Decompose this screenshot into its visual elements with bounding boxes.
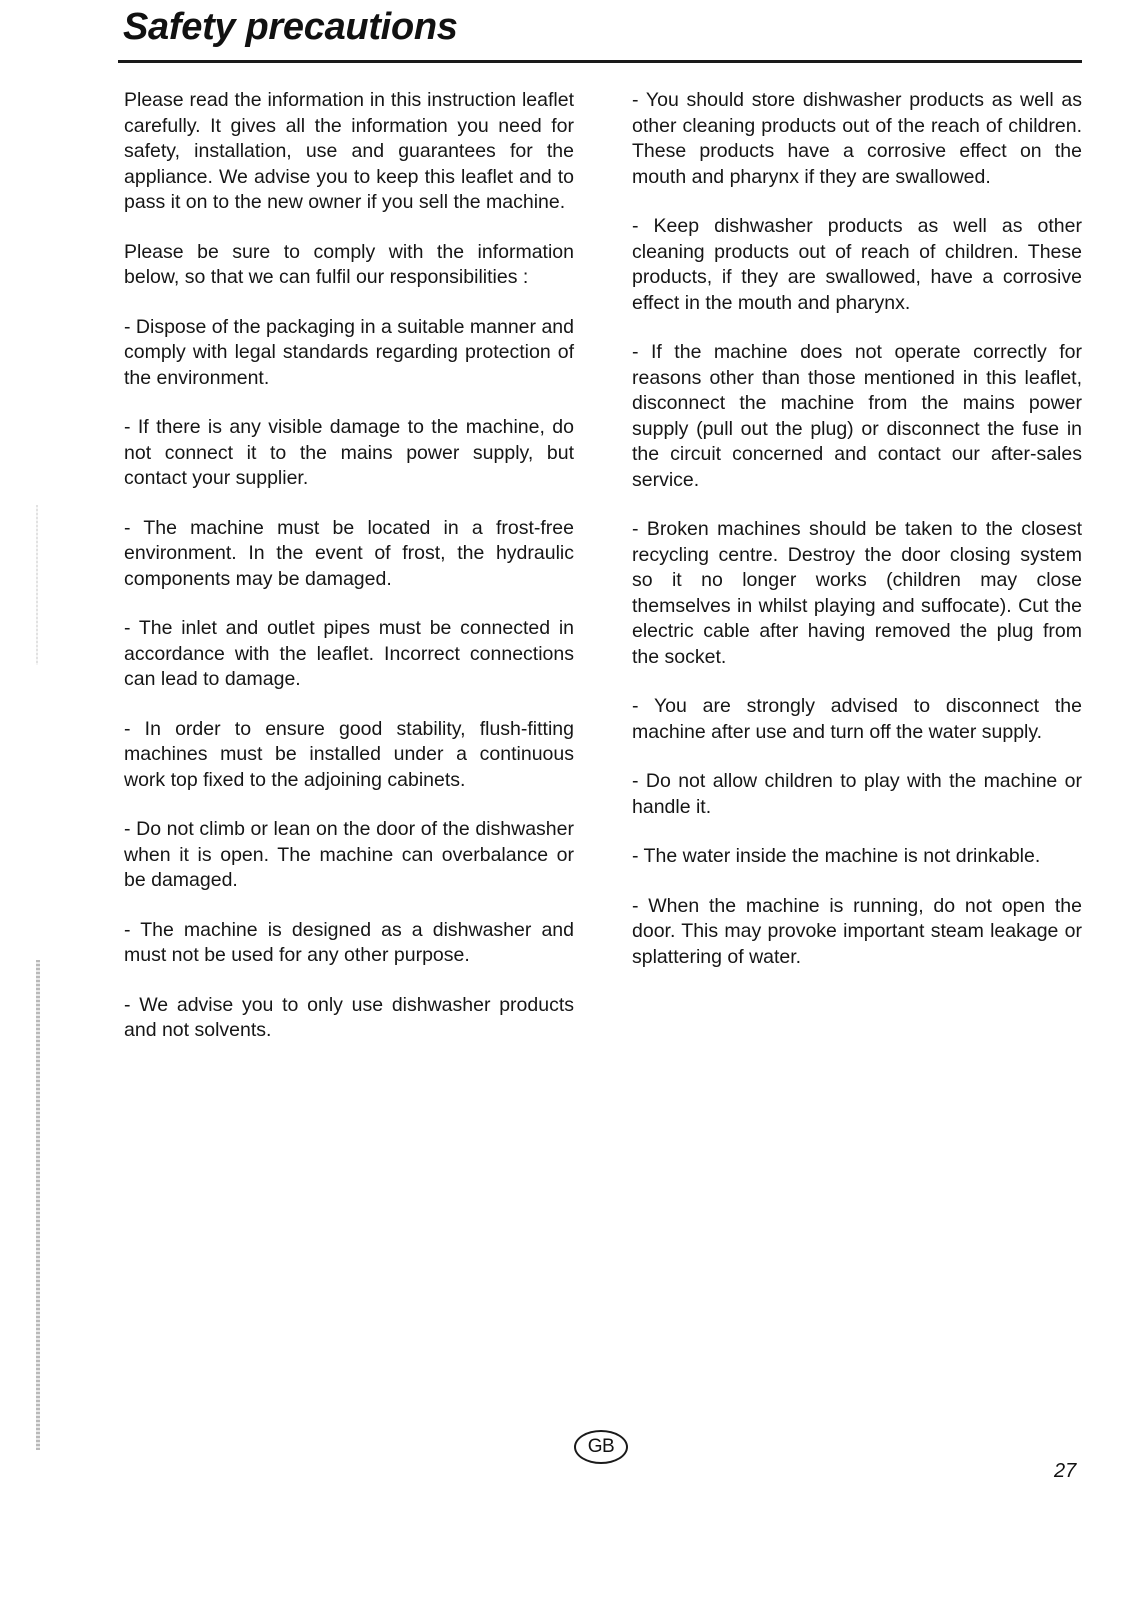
safety-item: - You are strongly advised to disconnect the machine after use and turn off the water supply.	[632, 695, 1082, 743]
safety-item: - Broken machines should be taken to the closest recycling centre. Destroy the door closing system so it no longer works (children may close themselves in whilst playing and suffocate). Cut the electric cable after having removed the plug from the socket.	[632, 518, 1082, 668]
safety-item: - If there is any visible damage to the machine, do not connect it to the mains power supply, but contact your supplier.	[124, 416, 574, 489]
safety-item: - The machine must be located in a frost-free environment. In the event of frost, the hydraulic components may be damaged.	[124, 516, 574, 590]
safety-item: - If the machine does not operate correctly for reasons other than those mentioned in this leaflet, disconnect the machine from the mains power supply (pull out the plug) or disconnect the fuse in the circuit concerned and contact our after-sales service.	[632, 341, 1082, 491]
safety-item: - Do not allow children to play with the machine or handle it.	[632, 770, 1082, 818]
scan-edge-artifact	[36, 960, 40, 1450]
safety-item: - The inlet and outlet pipes must be connected in accordance with the leaflet. Incorrect connections can lead to damage.	[124, 617, 574, 690]
intro-paragraph: Please read the information in this instruction leaflet carefully. It gives all the information you need for safety, installation, use and guarantees for the appliance. We advise you to keep this leaflet and to pass it on to the new owner if you sell the machine.	[124, 89, 574, 213]
page-title: Safety precautions	[123, 6, 458, 48]
safety-item: - Keep dishwasher products as well as other cleaning products out of reach of children. These products, if they are swallowed, have a corrosive effect in the mouth and pharynx.	[632, 215, 1082, 314]
language-badge-label: GB	[587, 1436, 615, 1457]
title-divider	[118, 60, 1082, 63]
safety-item: - Dispose of the packaging in a suitable manner and comply with legal standards regarding protection of the environment.	[124, 315, 574, 389]
safety-item: - The water inside the machine is not drinkable.	[632, 845, 1041, 867]
scan-edge-artifact	[36, 505, 38, 665]
safety-item: - The machine is designed as a dishwasher and must not be used for any other purpose.	[124, 918, 574, 966]
safety-item: - Do not climb or lean on the door of the dishwasher when it is open. The machine can overbalance or be damaged.	[124, 818, 574, 891]
page-number: 27	[1054, 1460, 1077, 1482]
right-column	[632, 88, 1082, 994]
language-badge	[574, 1430, 628, 1464]
safety-item: - In order to ensure good stability, flush-fitting machines must be installed under a continuous work top fixed to the adjoining cabinets.	[124, 717, 574, 791]
safety-item: - When the machine is running, do not open the door. This may provoke important steam leakage or splattering of water.	[632, 894, 1082, 968]
compliance-paragraph: Please be sure to comply with the information below, so that we can fulfil our responsibilities :	[124, 240, 574, 288]
safety-item: - You should store dishwasher products as well as other cleaning products out of the reach of children. These products have a corrosive effect on the mouth and pharynx if they are swallowed.	[632, 89, 1082, 188]
safety-item: - We advise you to only use dishwasher products and not solvents.	[124, 993, 574, 1041]
left-column	[124, 88, 574, 1068]
